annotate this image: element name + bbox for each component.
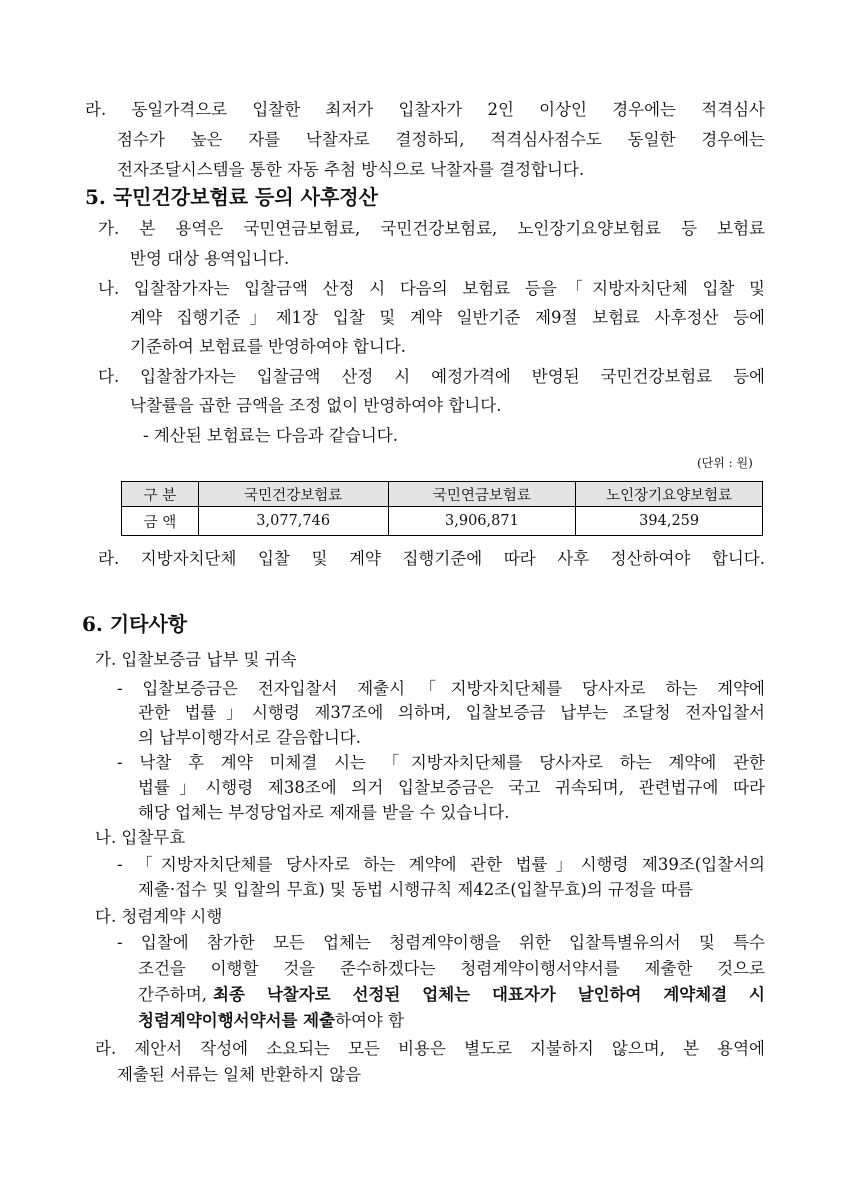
text-line: 반영 대상 용역입니다. bbox=[130, 249, 290, 268]
text-line: 라. 제안서 작성에 소요되는 모든 비용은 별도로 지불하지 않으며, 본 용역에 bbox=[95, 1039, 765, 1058]
text-line: 기준하여 보험료를 반영하여야 합니다. bbox=[130, 337, 407, 356]
table-header-cell: 구 분 bbox=[122, 482, 199, 507]
text-line: - 입찰에 참가한 모든 업체는 청렴계약이행을 위한 입찰특별유의서 및 특수 bbox=[117, 933, 765, 952]
table-cell: 3,077,746 bbox=[198, 507, 388, 536]
text-line: 제출·접수 및 입찰의 무효) 및 동법 시행규칙 제42조(입찰무효)의 규정을 따름 bbox=[138, 880, 693, 899]
text-line: 조건을 이행할 것을 준수하겠다는 청렴계약이행서약서를 제출한 것으로 bbox=[138, 959, 765, 978]
text-line: - 계산된 보험료는 다음과 같습니다. bbox=[143, 426, 398, 445]
table-cell: 394,259 bbox=[576, 507, 763, 536]
unit-label: (단위 : 원) bbox=[697, 456, 753, 470]
text-line: 전자조달시스템을 통한 자동 추첨 방식으로 낙찰자를 결정합니다. bbox=[117, 160, 585, 179]
text-line: 라. 동일가격으로 입찰한 최저가 입찰자가 2인 이상인 경우에는 적격심사 bbox=[85, 100, 765, 119]
text-line: 가. 입찰보증금 납부 및 귀속 bbox=[95, 650, 297, 669]
text-line: 가. 본 용역은 국민연금보험료, 국민건강보험료, 노인장기요양보험료 등 보험료 bbox=[98, 219, 765, 238]
table-header-cell: 노인장기요양보험료 bbox=[576, 482, 763, 507]
table-header-row bbox=[122, 482, 763, 507]
table-cell: 3,906,871 bbox=[388, 507, 576, 536]
bold-text: 최종 낙찰자로 선정된 업체는 대표자가 날인하여 계약체결 시 bbox=[213, 985, 765, 1004]
text-line: 의 납부이행각서로 갈음합니다. bbox=[138, 728, 361, 747]
text-line: 다. 청렴계약 시행 bbox=[95, 907, 223, 926]
table-header-cell: 국민연금보험료 bbox=[388, 482, 576, 507]
table-header-cell: 국민건강보험료 bbox=[198, 482, 388, 507]
text-line: 제출된 서류는 일체 반환하지 않음 bbox=[117, 1065, 362, 1084]
text-line: 라. 지방자치단체 입찰 및 계약 집행기준에 따라 사후 정산하여야 합니다. bbox=[98, 549, 765, 568]
text-line: 나. 입찰참가자는 입찰금액 산정 시 다음의 보험료 등을「지방자치단체 입찰 및 bbox=[98, 279, 765, 298]
text-line bbox=[138, 1008, 404, 1034]
text-line: 법률」시행령 제38조에 의거 입찰보증금은 국고 귀속되며, 관련법규에 따라 bbox=[138, 778, 765, 797]
text-line: - 낙찰 후 계약 미체결 시는 「지방자치단체를 당사자로 하는 계약에 관한 bbox=[117, 753, 765, 772]
table-row-label: 금 액 bbox=[122, 507, 199, 536]
text-segment: 하여야 함 bbox=[335, 1011, 405, 1030]
section-heading-6: 6. 기타사항 bbox=[82, 612, 188, 636]
text-line: - 「지방자치단체를 당사자로 하는 계약에 관한 법률」시행령 제39조(입찰서의 bbox=[117, 855, 765, 874]
text-line: - 입찰보증금은 전자입찰서 제출시「지방자치단체를 당사자로 하는 계약에 bbox=[117, 679, 765, 698]
text-line: 계약 집행기준」제1장 입찰 및 계약 일반기준 제9절 보험료 사후정산 등에 bbox=[130, 308, 765, 327]
bold-text: 청렴계약이행서약서를 제출 bbox=[138, 1011, 336, 1030]
text-line: 점수가 높은 자를 낙찰자로 결정하되, 적격심사점수도 동일한 경우에는 bbox=[117, 130, 765, 149]
text-line bbox=[138, 982, 765, 1008]
text-segment: 간주하며, bbox=[138, 985, 208, 1004]
text-line: 해당 업체는 부정당업자로 제재를 받을 수 있습니다. bbox=[138, 803, 510, 822]
text-line: 나. 입찰무효 bbox=[95, 828, 186, 847]
text-line: 낙찰률을 곱한 금액을 조정 없이 반영하여야 합니다. bbox=[130, 396, 502, 415]
insurance-table bbox=[121, 481, 763, 536]
text-line: 관한 법률」시행령 제37조에 의하며, 입찰보증금 납부는 조달청 전자입찰서 bbox=[138, 703, 765, 722]
table-row bbox=[122, 507, 763, 536]
section-heading-5: 5. 국민건강보험료 등의 사후정산 bbox=[85, 185, 378, 209]
text-line: 다. 입찰참가자는 입찰금액 산정 시 예정가격에 반영된 국민건강보험료 등에 bbox=[98, 367, 765, 386]
